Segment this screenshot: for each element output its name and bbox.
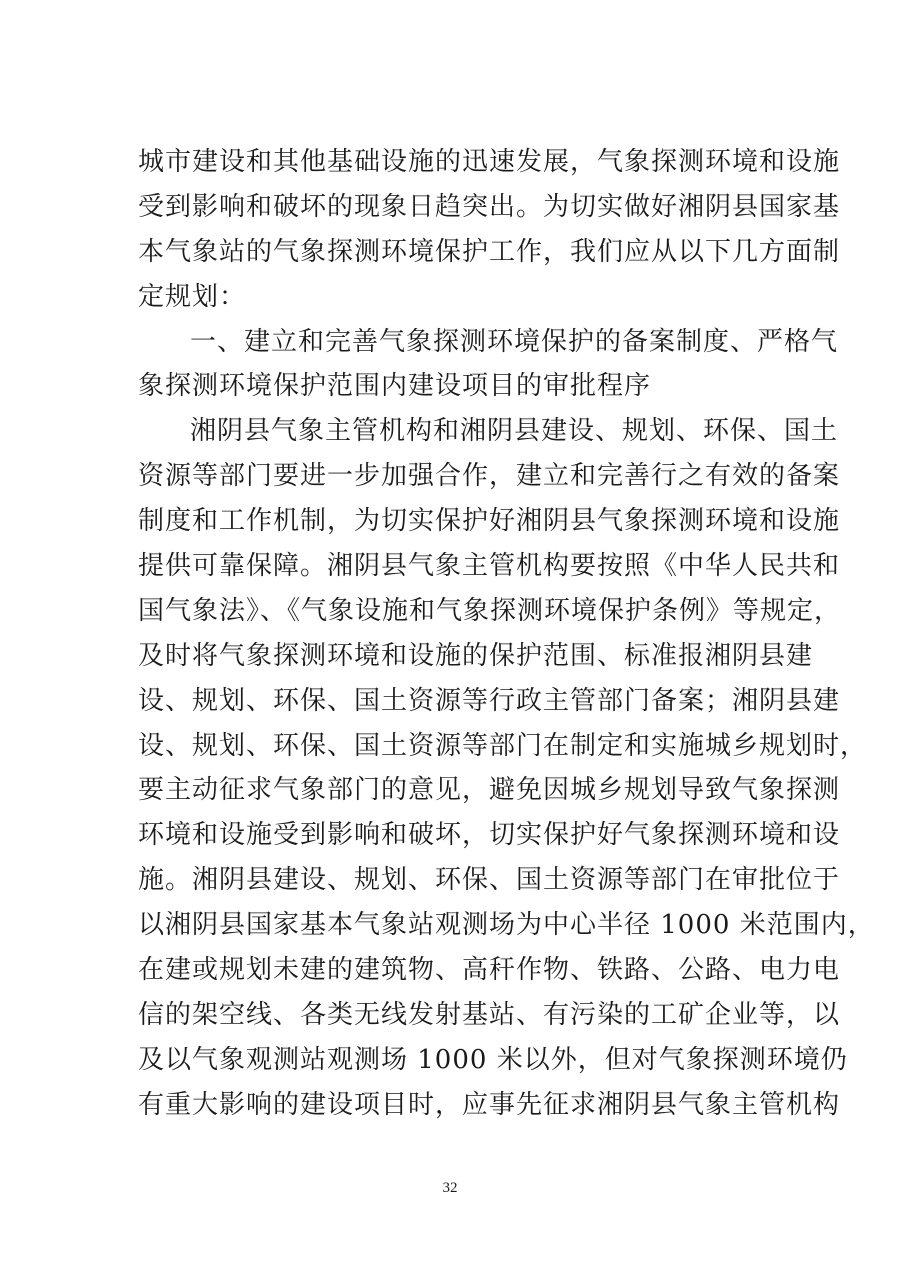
- text-line: 在建或规划未建的建筑物、高秆作物、铁路、公路、电力电: [138, 955, 841, 986]
- page-number: 32: [442, 1180, 458, 1196]
- text-line: 要主动征求气象部门的意见，避免因城乡规划导致气象探测: [138, 775, 841, 806]
- text-line: 国气象法》、《气象设施和气象探测环境保护条例》等规定，: [138, 595, 842, 626]
- section-heading-line: 象探测环境保护范围内建设项目的审批程序: [138, 371, 652, 402]
- text-line: 城市建设和其他基础设施的迅速发展，气象探测环境和设施: [138, 147, 841, 177]
- text-line: 环境和设施受到影响和破坏，切实保护好气象探测环境和设: [138, 820, 841, 851]
- text-line: 本气象站的气象探测环境保护工作，我们应从以下几方面制: [138, 236, 841, 267]
- text-line: 制度和工作机制，为切实保护好湘阴县气象探测环境和设施: [138, 506, 841, 537]
- text-line: 及以气象观测站观测场 1000 米以外，但对气象探测环境仍: [138, 1044, 848, 1075]
- text-line: 资源等部门要进一步加强合作，建立和完善行之有效的备案: [138, 461, 841, 492]
- text-line: 及时将气象探测环境和设施的保护范围、标准报湘阴县建: [138, 640, 814, 671]
- text-line: 设、规划、环保、国土资源等部门在制定和实施城乡规划时，: [138, 730, 868, 761]
- text-line: 提供可靠保障。湘阴县气象主管机构要按照《中华人民共和: [138, 551, 841, 582]
- text-line: 定规划：: [138, 281, 247, 312]
- text-line: 设、规划、环保、国土资源等行政主管部门备案；湘阴县建: [138, 685, 841, 716]
- section-heading-line: 一、建立和完善气象探测环境保护的备案制度、严格气: [190, 326, 839, 357]
- text-line: 受到影响和破坏的现象日趋突出。为切实做好湘阴县国家基: [138, 191, 841, 222]
- text-line: 湘阴县气象主管机构和湘阴县建设、规划、环保、国土: [190, 416, 839, 447]
- body-text: [138, 140, 875, 1128]
- text-line: 以湘阴县国家基本气象站观测场为中心半径 1000 米范围内，: [138, 910, 875, 941]
- text-line: 信的架空线、各类无线发射基站、有污染的工矿企业等，以: [138, 999, 841, 1030]
- text-line: 有重大影响的建设项目时，应事先征求湘阴县气象主管机构: [138, 1089, 841, 1120]
- text-line: 施。湘阴县建设、规划、环保、国土资源等部门在审批位于: [138, 865, 841, 896]
